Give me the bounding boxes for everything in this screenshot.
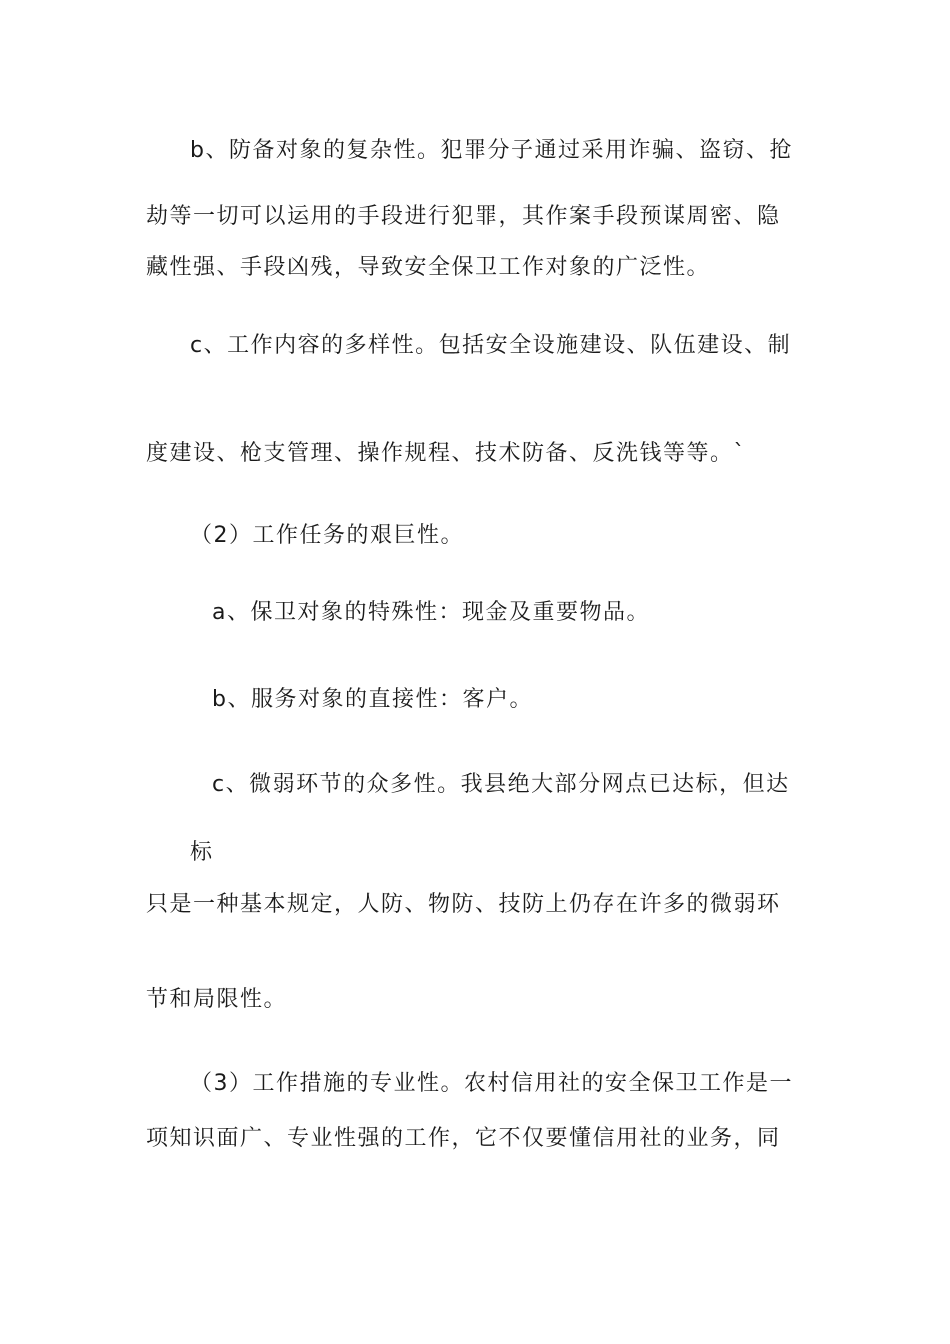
text-line-14: 项知识面广、专业性强的工作，它不仅要懂信用社的业务，同 xyxy=(146,1126,781,1151)
text-line-9: c、微弱环节的众多性。我县绝大部分网点已达标，但达 xyxy=(212,772,790,797)
text-line-6: （2）工作任务的艰巨性。 xyxy=(190,523,464,548)
text-line-2: 劫等一切可以运用的手段进行犯罪，其作案手段预谋周密、隐 xyxy=(146,204,781,229)
text-line-5: 度建设、枪支管理、操作规程、技术防备、反洗钱等等。` xyxy=(146,441,747,466)
text-line-10: 标 xyxy=(190,840,214,865)
text-line-4: c、工作内容的多样性。包括安全设施建设、队伍建设、制 xyxy=(190,333,792,358)
text-line-13: （3）工作措施的专业性。农村信用社的安全保卫工作是一 xyxy=(190,1071,793,1096)
text-line-11: 只是一种基本规定，人防、物防、技防上仍存在许多的微弱环 xyxy=(146,892,781,917)
text-line-7: a、保卫对象的特殊性：现金及重要物品。 xyxy=(212,600,650,625)
text-line-8: b、服务对象的直接性：客户。 xyxy=(212,687,533,712)
text-line-12: 节和局限性。 xyxy=(146,987,288,1012)
text-line-3: 藏性强、手段凶残，导致安全保卫工作对象的广泛性。 xyxy=(146,255,711,280)
text-line-1: b、防备对象的复杂性。犯罪分子通过采用诈骗、盗窃、抢 xyxy=(190,138,793,163)
